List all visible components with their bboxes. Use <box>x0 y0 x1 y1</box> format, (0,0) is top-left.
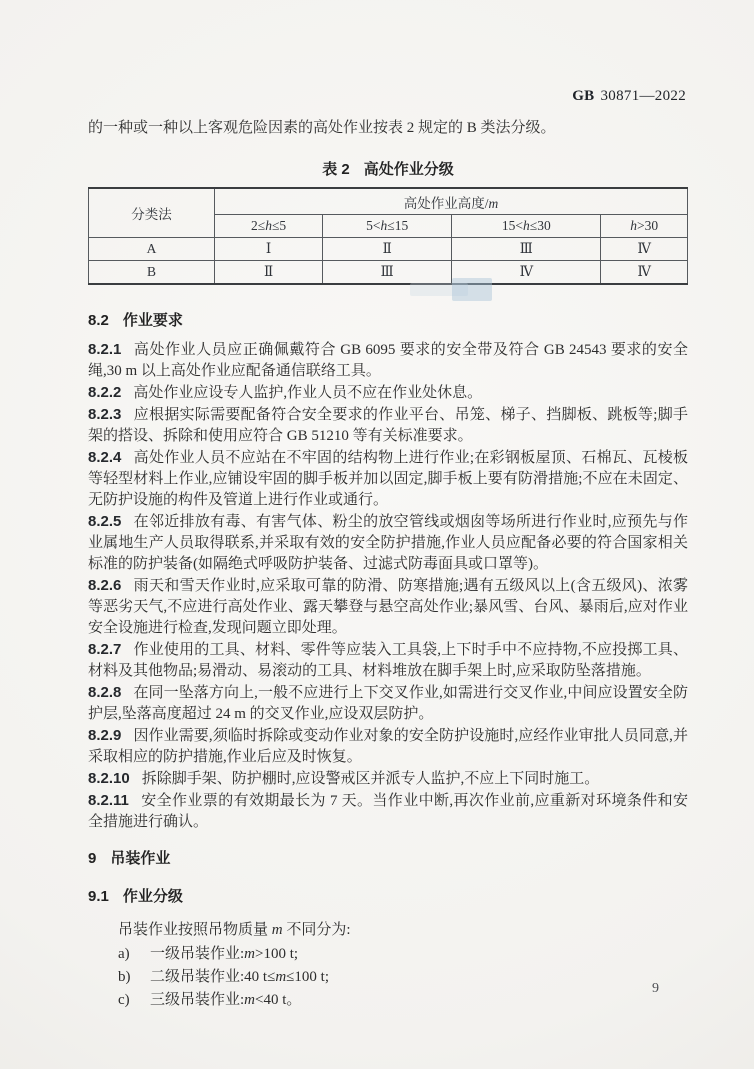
col-var: h <box>523 218 530 233</box>
grade-cell: Ⅲ <box>452 238 601 261</box>
clause-paragraph <box>88 575 688 639</box>
lifting-intro-post: 不同分为: <box>282 922 351 938</box>
table-group-header <box>215 188 688 215</box>
clause-paragraph <box>88 790 688 833</box>
clause-text: 因作业需要,须临时拆除或变动作业对象的安全防护设施时,应经作业审批人员同意,并采取相应的防护措施,作业后应及时恢复。 <box>88 728 688 765</box>
clause-number: 8.2.3 <box>88 406 122 423</box>
page-content <box>88 116 688 1012</box>
clause-list <box>88 339 688 833</box>
standard-header <box>572 88 686 105</box>
item-label: b) <box>118 969 131 985</box>
clause-paragraph <box>88 511 688 575</box>
clause-number: 8.2.2 <box>88 384 122 401</box>
lifting-item <box>118 989 688 1012</box>
table-caption-label: 表 2 <box>322 161 350 178</box>
column-header <box>452 215 601 238</box>
col-post: ≤30 <box>529 218 551 233</box>
lifting-intro-var: m <box>271 922 283 938</box>
clause-number: 8.2.10 <box>88 770 130 787</box>
clause-paragraph <box>88 447 688 511</box>
grade-cell: Ⅰ <box>215 238 323 261</box>
standard-number: 30871—2022 <box>600 88 686 104</box>
row-label: B <box>89 261 215 285</box>
clause-number: 8.2.4 <box>88 449 122 466</box>
clause-text: 应根据实际需要配备符合安全要求的作业平台、吊笼、梯子、挡脚板、跳板等;脚手架的搭设、拆除和使用应符合 GB 51210 等有关标准要求。 <box>88 407 688 444</box>
clause-paragraph <box>88 682 688 725</box>
clause-text: 拆除脚手架、防护棚时,应设警戒区并派专人监护,不应上下同时施工。 <box>141 771 600 787</box>
clause-paragraph <box>88 768 688 790</box>
column-header <box>215 215 323 238</box>
clause-number: 8.2.8 <box>88 684 122 701</box>
watermark-stamp <box>452 278 492 301</box>
clause-paragraph <box>88 404 688 447</box>
page-number: 9 <box>652 981 659 996</box>
group-header-var: m <box>488 195 499 211</box>
section-number: 8.2 <box>88 312 109 329</box>
item-var: m <box>244 992 256 1008</box>
table-corner-header: 分类法 <box>89 188 215 238</box>
item-label: a) <box>118 946 130 962</box>
clause-number: 8.2.9 <box>88 727 122 744</box>
table-row <box>89 261 688 285</box>
col-post: ≤15 <box>387 218 409 233</box>
lifting-intro <box>88 919 688 941</box>
column-header <box>601 215 688 238</box>
item-text-pre: 二级吊装作业:40 t≤ <box>150 969 276 985</box>
clause-text: 高处作业人员不应站在不牢固的结构物上进行作业;在彩钢板屋顶、石棉瓦、瓦棱板等轻型材料上作业,应铺设牢固的脚手板并加以固定,脚手板上要有防滑措施;不应在未固定、无防护设施的构件及管道上进行作业或通行。 <box>88 450 688 508</box>
clause-number: 8.2.6 <box>88 577 122 594</box>
row-label: A <box>89 238 215 261</box>
col-var: h <box>630 218 638 233</box>
item-var: m <box>275 969 287 985</box>
table-caption <box>88 158 688 179</box>
col-pre: 5< <box>366 218 381 233</box>
item-text-post: ≤100 t; <box>286 969 329 985</box>
item-label: c) <box>118 992 130 1008</box>
clause-paragraph <box>88 639 688 682</box>
col-pre: 2≤ <box>251 218 266 233</box>
item-text-pre: 三级吊装作业: <box>150 992 245 1008</box>
section-9-heading <box>88 847 688 868</box>
standard-prefix: GB <box>572 88 595 104</box>
col-post: >30 <box>637 218 659 233</box>
clause-text: 在邻近排放有毒、有害气体、粉尘的放空管线或烟囱等场所进行作业时,应预先与作业属地生产人员取得联系,并采取有效的安全防护措施,作业人员应配备必要的符合国家相关标准的防护装备(如隔绝式呼吸防护装备、过滤式防毒面具或口罩等)。 <box>88 514 688 572</box>
clause-text: 高处作业应设专人监护,作业人员不应在作业处休息。 <box>133 385 483 401</box>
clause-number: 8.2.11 <box>88 792 129 809</box>
clause-paragraph <box>88 382 688 404</box>
grade-cell: Ⅲ <box>323 261 452 285</box>
group-header-pre: 高处作业高度/ <box>403 195 489 211</box>
table-row <box>89 238 688 261</box>
grade-cell: Ⅳ <box>601 261 688 285</box>
col-var: h <box>265 218 272 233</box>
section-number: 9.1 <box>88 888 109 905</box>
intro-paragraph: 的一种或一种以上客观危险因素的高处作业按表 2 规定的 B 类法分级。 <box>88 120 556 136</box>
clause-text: 作业使用的工具、材料、零件等应装入工具袋,上下时手中不应持物,不应投掷工具、材料及其他物品;易滑动、易滚动的工具、材料堆放在脚手架上时,应采取防坠落措施。 <box>88 642 688 679</box>
clause-text: 高处作业人员应正确佩戴符合 GB 6095 要求的安全带及符合 GB 24543 要求的安全绳,30 m 以上高处作业应配备通信联络工具。 <box>88 342 688 379</box>
clause-text: 在同一坠落方向上,一般不应进行上下交叉作业,如需进行交叉作业,中间应设置安全防护层,坠落高度超过 24 m 的交叉作业,应设双层防护。 <box>88 685 688 722</box>
section-number: 9 <box>88 850 97 867</box>
clause-text: 雨天和雪天作业时,应采取可靠的防滑、防寒措施;遇有五级风以上(含五级风)、浓雾等恶劣天气,不应进行高处作业、露天攀登与悬空高处作业;暴风雪、台风、暴雨后,应对作业安全设施进行检查,发现问题立即处理。 <box>88 578 688 636</box>
clause-number: 8.2.1 <box>88 341 122 358</box>
section-title: 作业分级 <box>122 888 183 905</box>
grade-cell: Ⅱ <box>323 238 452 261</box>
col-var: h <box>380 218 388 233</box>
item-text-pre: 一级吊装作业: <box>150 946 245 962</box>
clause-paragraph <box>88 725 688 768</box>
section-title: 吊装作业 <box>110 850 171 867</box>
section-8-2-heading <box>88 309 688 330</box>
lifting-list <box>88 943 688 1012</box>
lifting-intro-pre: 吊装作业按照吊物质量 <box>118 922 272 938</box>
grade-cell: Ⅳ <box>452 261 601 285</box>
classification-table <box>88 187 688 285</box>
lifting-item <box>118 943 688 966</box>
item-text-post: <40 t。 <box>255 992 302 1008</box>
clause-paragraph <box>88 339 688 382</box>
clause-text: 安全作业票的有效期最长为 7 天。当作业中断,再次作业前,应重新对环境条件和安全措施进行确认。 <box>88 793 688 830</box>
grade-cell: Ⅱ <box>215 261 323 285</box>
column-header <box>323 215 452 238</box>
lifting-item <box>118 966 688 989</box>
col-pre: 15< <box>501 218 524 233</box>
grade-cell: Ⅳ <box>601 238 688 261</box>
section-title: 作业要求 <box>122 312 183 329</box>
col-post: ≤5 <box>271 218 287 233</box>
section-9-1-heading <box>88 885 688 906</box>
item-text-post: >100 t; <box>255 946 299 962</box>
clause-number: 8.2.7 <box>88 641 122 658</box>
item-var: m <box>244 946 256 962</box>
table-caption-title: 高处作业分级 <box>363 161 454 178</box>
clause-number: 8.2.5 <box>88 513 122 530</box>
